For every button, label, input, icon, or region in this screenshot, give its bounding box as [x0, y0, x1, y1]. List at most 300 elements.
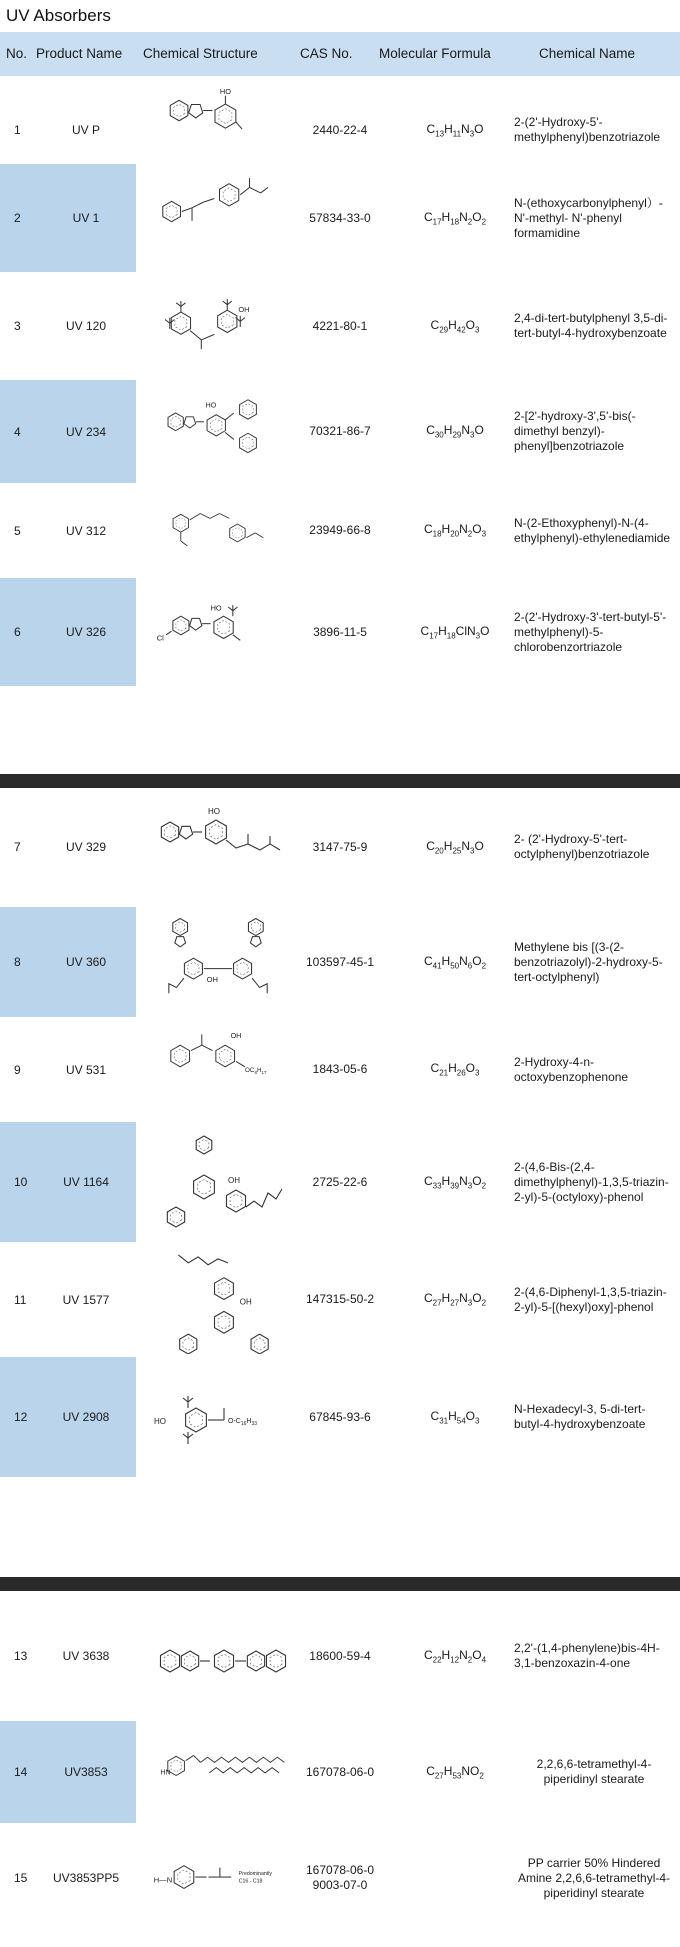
- row-number-text: 9: [14, 1062, 21, 1077]
- product-name: [36, 1591, 136, 1721]
- cas-number: [290, 907, 390, 1017]
- section-divider: [0, 1577, 680, 1591]
- structure-drawing: [143, 486, 293, 575]
- product-name-text: UV 3638: [62, 1649, 110, 1663]
- chain: [252, 978, 267, 993]
- chemical-name: [514, 1242, 674, 1357]
- product-name-text: UV3853PP5: [52, 1871, 120, 1885]
- molecular-formula: [395, 272, 515, 380]
- tbutyl-bond: [240, 318, 245, 322]
- cas-number-text: 147315-50-2: [305, 1292, 375, 1306]
- ring-aromatic: [177, 1870, 189, 1884]
- structure-drawing: [143, 581, 293, 683]
- cas-number-text: 23949-66-8: [309, 523, 371, 537]
- structure-drawing: [143, 1245, 293, 1354]
- tbutyl-bond: [188, 1398, 193, 1402]
- phenyl-ring: [171, 312, 190, 334]
- bond: [185, 1755, 193, 1760]
- product-name: [36, 164, 136, 272]
- structure-drawing: [143, 1826, 293, 1930]
- chemical-name-text: 2,2'-(1,4-phenylene)bis-4H-3,1-benzoxazin-4-one: [514, 1641, 660, 1670]
- triazine-ring: [214, 1311, 233, 1333]
- molecular-formula-text: $C_{17}H_{18}ClN_3O$: [420, 623, 490, 641]
- chemical-structure: [140, 578, 295, 686]
- row-number-text: 8: [14, 955, 21, 969]
- triazole-ring: [188, 105, 202, 118]
- chemical-name-text: 2- (2'-Hydroxy-5'-tert-octylphenyl)benzotriazole: [514, 832, 650, 861]
- bond: [193, 1755, 200, 1762]
- chemical-name-text: 2-Hydroxy-4-n-octoxybenzophenone: [514, 1054, 629, 1084]
- chemical-structure: [140, 1591, 295, 1721]
- ring-aromatic: [170, 1211, 181, 1223]
- phenyl-ring: [173, 514, 188, 532]
- chemical-name-text: Methylene bis [(3-(2-benzotriazolyl)-2-hydroxy-5-tert-octylphenyl): [514, 939, 663, 984]
- chemical-name-text: 2,4-di-tert-butylphenyl 3,5-di-tert-butyl-4-hydroxybenzoate: [514, 311, 668, 340]
- bond: [209, 514, 219, 519]
- table-header: [0, 32, 680, 76]
- structure-drawing: [143, 275, 293, 377]
- structure-drawing: [143, 792, 293, 902]
- product-name-text: UV 2908: [62, 1410, 110, 1424]
- ring-aromatic: [218, 1282, 230, 1296]
- row-number: [14, 1357, 34, 1477]
- row-number: [14, 164, 34, 272]
- ring-aromatic: [242, 403, 252, 415]
- chemical-structure: [140, 164, 295, 272]
- ring-aromatic: [209, 825, 222, 840]
- chemical-name: [514, 578, 674, 686]
- chemical-structure: [140, 1242, 295, 1357]
- chemical-name: [514, 1357, 674, 1477]
- molecular-formula: [395, 483, 515, 578]
- benzo-ring: [160, 1650, 179, 1672]
- row-number: [14, 380, 34, 483]
- chain: [168, 978, 183, 993]
- phenol-ring: [207, 415, 225, 436]
- chemical-name: [514, 787, 674, 907]
- ring-aromatic: [164, 826, 175, 838]
- cas-number-text: 70321-86-7: [309, 424, 371, 438]
- cas-number: [290, 164, 390, 272]
- note-label: Predominantly: [238, 1871, 272, 1878]
- page-title: UV Absorbers: [6, 6, 111, 25]
- molecular-formula: [395, 1591, 515, 1721]
- cas-number-text: 167078-06-0 9003-07-0: [305, 1863, 375, 1892]
- phenol-ring: [184, 958, 202, 979]
- chemical-structure: [140, 1017, 295, 1122]
- molecular-formula-text: $C_{41}H_{50}N_6O_2$: [423, 953, 487, 971]
- triazole-ring: [179, 826, 192, 839]
- phenyl-ring: [229, 524, 244, 542]
- chemical-name: [514, 1591, 674, 1721]
- table-row: [0, 272, 680, 380]
- row-number-text: 5: [14, 523, 21, 538]
- chloro-label: Cl: [156, 633, 164, 643]
- ring-aromatic: [166, 205, 177, 218]
- ring-aromatic: [221, 314, 233, 328]
- ring-aromatic: [217, 620, 229, 634]
- cas-number-text: 67845-93-6: [309, 1409, 371, 1424]
- table-row: [0, 1122, 680, 1242]
- cas-number-text: 2440-22-4: [312, 122, 368, 137]
- row-number-text: 6: [14, 625, 21, 639]
- row-number-text: 1: [14, 123, 21, 137]
- ring-aromatic: [250, 1655, 261, 1667]
- phenol-ring: [215, 1045, 234, 1067]
- ring-aromatic: [219, 1049, 231, 1062]
- ring-aromatic: [210, 419, 221, 432]
- molecular-formula-text: $C_{13}H_{11}N_3O$: [426, 121, 484, 139]
- oxazinone-ring: [247, 1651, 264, 1671]
- structure-drawing: [143, 1601, 293, 1711]
- ring-aromatic: [176, 518, 186, 529]
- phenyl-ring: [239, 433, 256, 452]
- row-number-text: 7: [14, 840, 21, 854]
- bond: [181, 208, 191, 212]
- phenol-ring: [185, 1408, 206, 1432]
- triazole-ring: [174, 937, 185, 947]
- molecular-formula: [395, 164, 515, 272]
- product-name: [36, 380, 136, 483]
- cas-number: [290, 1721, 390, 1823]
- tbutyl-bond: [228, 607, 233, 611]
- product-name-text: UV 531: [65, 1062, 107, 1077]
- chain: [178, 1255, 228, 1265]
- ring-aromatic: [199, 1139, 209, 1150]
- row-number-text: 4: [14, 424, 21, 439]
- benzo-ring: [248, 919, 263, 936]
- row-number: [14, 1721, 34, 1823]
- product-name-text: UV 1577: [62, 1292, 110, 1307]
- piperidine-ring: [174, 1866, 194, 1889]
- chemical-name-text: 2,2,6,6-tetramethyl-4-piperidinyl stearate: [536, 1757, 652, 1786]
- hexadecyl-chain-label: $O-C_{16}H_{33}$: [227, 1418, 257, 1427]
- product-name-text: UV 120: [65, 319, 107, 333]
- product-name: [36, 1017, 136, 1122]
- cas-number-text: 4221-80-1: [312, 318, 368, 333]
- amine-label: HN: [159, 1769, 170, 1777]
- hydroxyl-label: HO: [210, 603, 222, 613]
- molecular-formula-text: $C_{21}H_{26}O_3$: [430, 1061, 480, 1078]
- ring-aromatic: [184, 1655, 195, 1667]
- chemical-name-text: PP carrier 50% Hindered Amine 2,2,6,6-tetramethyl-4-piperidinyl stearate: [517, 1855, 671, 1900]
- structure-drawing: [143, 1127, 293, 1237]
- tbutyl-bond: [183, 1398, 188, 1402]
- header-product-name: Product Name: [36, 46, 123, 61]
- bond: [235, 122, 241, 129]
- product-name-text: UV3853: [64, 1765, 108, 1779]
- ring-aromatic: [218, 1316, 230, 1330]
- chain: [246, 1189, 282, 1207]
- molecular-formula: [395, 578, 515, 686]
- chemical-name-text: N-(2-Ethoxyphenyl)-N-(4-ethylphenyl)-ethylenediamide: [514, 515, 671, 545]
- chemical-name: [514, 1122, 674, 1242]
- benzo-ring: [168, 413, 183, 431]
- structure-drawing: [143, 1724, 293, 1820]
- header-chemical-structure: Chemical Structure: [143, 46, 258, 61]
- cas-number: [290, 483, 390, 578]
- product-name-text: UV 234: [65, 424, 107, 439]
- ring-aromatic: [170, 416, 179, 427]
- xylyl-ring: [167, 1207, 184, 1227]
- phenyl-ring: [239, 400, 256, 419]
- structure-drawing: [143, 383, 293, 480]
- row-number-text: 12: [14, 1410, 28, 1424]
- row-number-text: 13: [14, 1649, 28, 1663]
- row-number-text: 2: [14, 211, 21, 225]
- ring-aromatic: [182, 1338, 193, 1350]
- xylyl-ring: [196, 1136, 212, 1154]
- chemical-name-text: 2-[2'-hydroxy-3',5'-bis(-dimethyl benzyl)-phenyl]benzotriazole: [514, 409, 636, 453]
- amine-label: H—N: [153, 1875, 172, 1885]
- cas-number-text: 3896-11-5: [313, 624, 367, 639]
- bond: [225, 432, 234, 439]
- chemical-structure: [140, 1122, 295, 1242]
- table-row: [0, 1721, 680, 1823]
- product-name: [36, 787, 136, 907]
- row-number: [14, 907, 34, 1017]
- phenyl-ring: [251, 1334, 268, 1354]
- phenyl-ring: [170, 1045, 189, 1067]
- structure-drawing: [143, 167, 293, 269]
- phenol-ring: [214, 1278, 233, 1300]
- row-number: [14, 787, 34, 907]
- phenyl-ring: [179, 1334, 196, 1354]
- ring-aromatic: [236, 962, 247, 975]
- chemical-structure: [140, 787, 295, 907]
- chemical-structure: [140, 272, 295, 380]
- chemical-name-text: N-(ethoxycarbonylphenyl）-N'-methyl- N'-phenyl formamidine: [514, 195, 663, 240]
- row-number: [14, 483, 34, 578]
- ring-aromatic: [232, 527, 242, 538]
- cas-number: [290, 272, 390, 380]
- ring-aromatic: [242, 437, 252, 449]
- product-name-text: UV 1: [72, 211, 100, 225]
- bond: [191, 1045, 202, 1050]
- hydroxyl-label: OH: [239, 1297, 252, 1307]
- ring-aromatic: [164, 1654, 176, 1668]
- bond: [260, 187, 267, 193]
- phenyl-ring: [217, 310, 236, 332]
- chemical-name: [514, 272, 674, 380]
- tbutyl-bond: [180, 303, 185, 307]
- ring-aromatic: [174, 1049, 186, 1062]
- table-row: [0, 380, 680, 483]
- structure-drawing: [143, 1020, 293, 1119]
- ring-aromatic: [270, 1654, 282, 1668]
- ring-aromatic: [173, 104, 184, 117]
- triazole-ring: [189, 618, 201, 630]
- chemical-name: [514, 380, 674, 483]
- tbutyl-bond: [235, 318, 240, 322]
- cas-number: [290, 380, 390, 483]
- benzo-ring: [172, 919, 187, 936]
- row-number-text: 14: [14, 1765, 28, 1779]
- ring-aromatic: [218, 109, 231, 124]
- cas-number: [290, 1357, 390, 1477]
- benzo-ring: [266, 1650, 285, 1672]
- phenyl-ring: [162, 201, 180, 221]
- product-name: [36, 1122, 136, 1242]
- note-label: C16 - C18: [238, 1878, 262, 1885]
- header-no: No.: [6, 46, 28, 61]
- molecular-formula: [395, 1122, 515, 1242]
- cas-number-text: 3147-75-9: [312, 839, 368, 854]
- bond: [246, 533, 255, 538]
- molecular-formula-text: $C_{33}H_{39}N_3O_2$: [423, 1173, 487, 1191]
- structure-drawing: [143, 1362, 293, 1472]
- section-divider: [0, 774, 680, 788]
- hydroxyl-label: HO: [219, 86, 231, 96]
- bond: [249, 187, 260, 193]
- chemical-structure: [140, 1357, 295, 1477]
- product-name-text: UV 326: [65, 625, 107, 639]
- chain: [226, 834, 280, 850]
- table-row: [0, 787, 680, 907]
- row-number: [14, 1017, 34, 1122]
- molecular-formula-text: $C_{29}H_{42}O_3$: [430, 317, 480, 335]
- bond: [225, 413, 234, 420]
- molecular-formula-text: $C_{17}H_{18}N_2O_2$: [423, 209, 487, 227]
- triazole-ring: [250, 937, 261, 947]
- tbutyl-bond: [227, 301, 232, 305]
- row-number-text: 11: [14, 1292, 27, 1307]
- chemical-structure: [140, 483, 295, 578]
- cas-number: [290, 787, 390, 907]
- benzo-ring: [161, 822, 178, 842]
- bond: [255, 533, 263, 538]
- ring-aromatic: [174, 316, 186, 330]
- bond: [240, 187, 249, 194]
- molecular-formula-text: $C_{31}H_{54}O_3$: [430, 1408, 480, 1426]
- cas-number-text: 18600-59-4: [309, 1648, 371, 1663]
- bond: [201, 334, 214, 340]
- chain: [200, 1757, 284, 1762]
- chemical-name: [514, 907, 674, 1017]
- chemical-name-text: 2-(4,6-Diphenyl-1,3,5-triazin-2-yl)-5-[(hexyl)oxy]-phenol: [514, 1284, 667, 1314]
- bond: [180, 541, 186, 546]
- product-name: [36, 272, 136, 380]
- phenyl-ring: [219, 184, 238, 206]
- molecular-formula-text: $C_{22}H_{12}N_2O_4$: [423, 1647, 487, 1665]
- product-name-text: UV 312: [65, 523, 107, 538]
- triazole-ring: [183, 417, 195, 428]
- chemical-structure: [140, 1721, 295, 1823]
- ring-aromatic: [230, 1194, 242, 1208]
- cas-number-text: 1843-05-6: [312, 1062, 368, 1076]
- cas-number: [290, 1823, 390, 1933]
- cas-number: [290, 578, 390, 686]
- table-row: [0, 483, 680, 578]
- cas-number: [290, 1242, 390, 1357]
- chain: [209, 1768, 279, 1773]
- chemical-name-text: 2-(2'-Hydroxy-5'-methylphenyl)benzotriazole: [514, 115, 661, 144]
- product-name-text: UV 329: [65, 840, 107, 854]
- row-number: [14, 1122, 34, 1242]
- hydroxyl-label: HO: [205, 402, 216, 410]
- row-number: [14, 1591, 34, 1721]
- tbutyl-bond: [183, 1434, 188, 1438]
- row-number-text: 15: [14, 1871, 28, 1885]
- tbutyl-bond: [169, 320, 174, 324]
- hydroxyl-label: HO: [153, 1417, 166, 1426]
- molecular-formula: [395, 1357, 515, 1477]
- phenol-ring: [233, 958, 251, 979]
- structure-drawing: [143, 910, 293, 1014]
- row-number-text: 3: [14, 319, 21, 333]
- bond: [189, 514, 200, 520]
- row-number-text: 10: [14, 1175, 28, 1189]
- chemical-structure: [140, 1823, 295, 1933]
- chemical-name-text: 2-(2'-Hydroxy-3'-tert-butyl-5'-methylphenyl)-5-chlorobenzortriazole: [514, 609, 667, 654]
- octoxy-label: $OC_8H_{17}$: [244, 1067, 267, 1075]
- cas-number-text: 167078-06-0: [305, 1764, 375, 1779]
- ring-aromatic: [254, 1338, 265, 1350]
- cas-number-text: 57834-33-0: [309, 210, 371, 225]
- product-name: [36, 1721, 136, 1823]
- bond: [200, 514, 210, 519]
- tbutyl-bond: [188, 1434, 193, 1438]
- hydroxyl-label: OH: [237, 305, 250, 315]
- bond: [236, 1061, 245, 1066]
- oxazinone-ring: [181, 1651, 198, 1671]
- chemical-name: [514, 483, 674, 578]
- tbutyl-bond: [165, 320, 170, 324]
- bond: [192, 202, 203, 208]
- product-name: [36, 1823, 136, 1933]
- benzo-ring: [170, 100, 188, 120]
- chemical-name: [514, 1721, 674, 1823]
- cas-number-text: 2725-22-6: [312, 1174, 368, 1189]
- chemical-name-text: N-Hexadecyl-3, 5-di-tert-butyl-4-hydroxybenzoate: [514, 1402, 646, 1431]
- product-name: [36, 907, 136, 1017]
- chemical-name-text: 2-(4,6-Bis-(2,4-dimethylphenyl)-1,3,5-triazin-2-yl)-5-(octyloxy)-phenol: [514, 1159, 669, 1204]
- product-name: [36, 1357, 136, 1477]
- ring-aromatic: [170, 1760, 180, 1772]
- ring-aromatic: [197, 1180, 210, 1195]
- bond: [166, 631, 172, 635]
- chemical-structure: [140, 380, 295, 483]
- molecular-formula: [395, 1017, 515, 1122]
- product-name-text: UV 360: [65, 955, 107, 969]
- cas-number: [290, 1122, 390, 1242]
- tbutyl-bond: [222, 301, 227, 305]
- molecular-formula-text: $C_{30}H_{29}N_3O$: [426, 423, 484, 440]
- hydroxyl-label: OH: [206, 974, 218, 984]
- ring-aromatic: [175, 922, 184, 933]
- ring-aromatic: [218, 1654, 230, 1668]
- molecular-formula: [395, 1721, 515, 1823]
- cas-number-text: 103597-45-1: [305, 954, 375, 969]
- product-name: [36, 483, 136, 578]
- molecular-formula: [395, 787, 515, 907]
- table-row: [0, 578, 680, 686]
- cas-number: [290, 1017, 390, 1122]
- bond: [232, 635, 239, 641]
- tbutyl-bond: [176, 303, 181, 307]
- molecular-formula-text: $C_{27}H_{27}N_3O_2$: [423, 1291, 487, 1308]
- molecular-formula-text: $C_{20}H_{25}N_3O$: [426, 838, 484, 856]
- phenol-ring: [213, 616, 232, 638]
- row-number: [14, 1823, 34, 1933]
- phenol-ring: [226, 1190, 245, 1212]
- molecular-formula-text: $C_{18}H_{20}N_2O_3$: [423, 522, 487, 539]
- chemical-name: [514, 164, 674, 272]
- table-row: [0, 1823, 680, 1933]
- phenol-ring: [205, 820, 226, 844]
- header-cas-no: CAS No.: [300, 46, 353, 61]
- bond: [219, 514, 229, 519]
